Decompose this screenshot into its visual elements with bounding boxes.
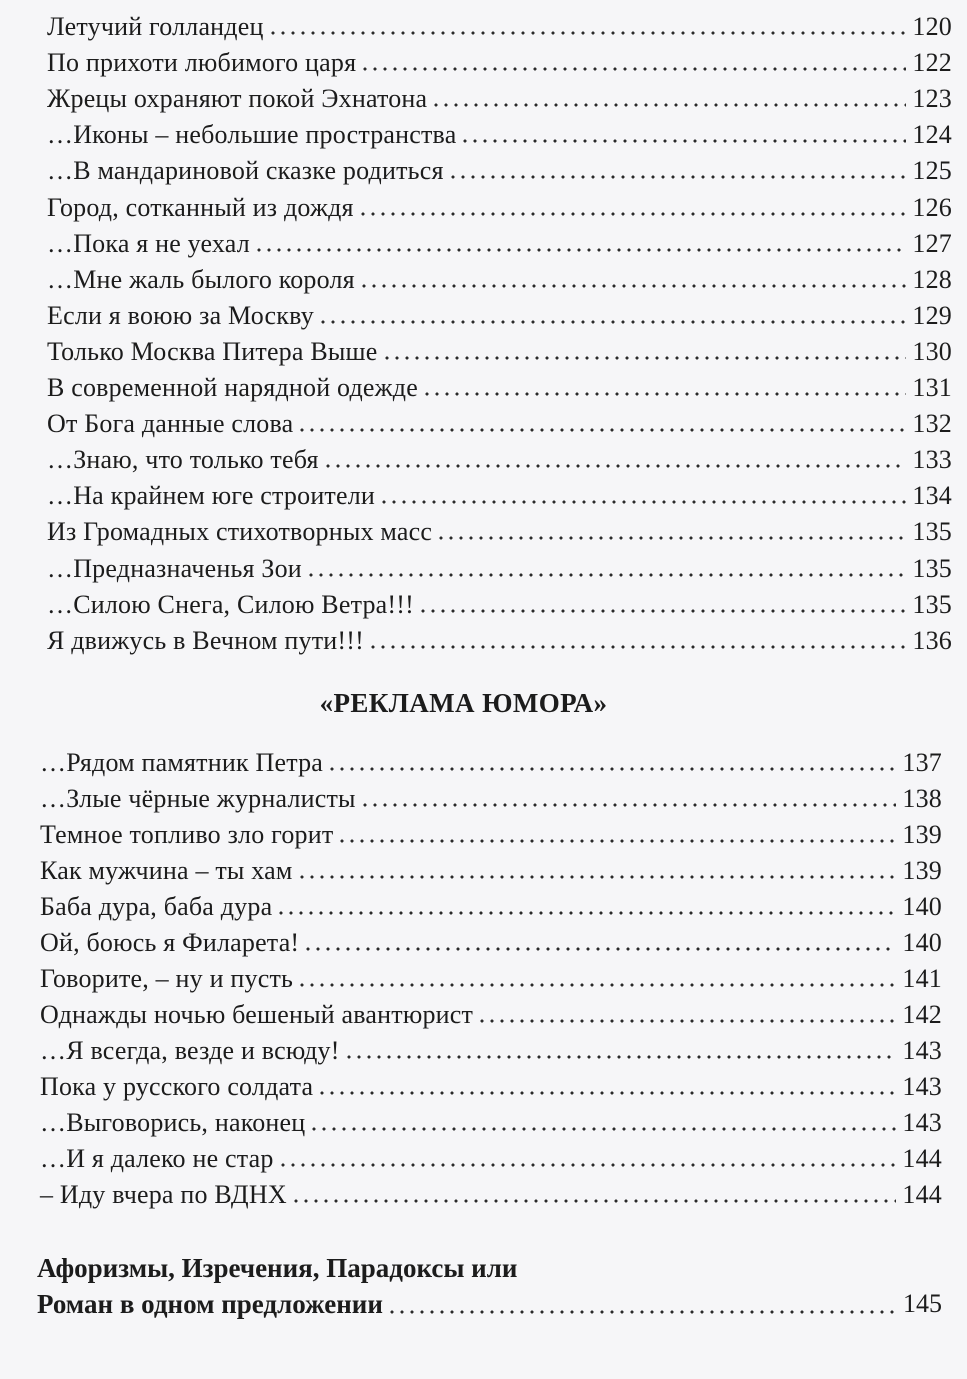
toc-entry: [47, 439, 952, 475]
toc-entry: [47, 187, 952, 223]
toc-entry: [47, 403, 952, 439]
dot-leader: [418, 609, 906, 613]
toc-entry: [40, 742, 942, 778]
dot-leader: [297, 983, 896, 987]
toc-entry: [40, 922, 942, 958]
toc-entry-title: …Я всегда, везде и всюду!: [40, 1036, 340, 1065]
toc-entry-page: 143: [902, 1036, 942, 1065]
dot-leader: [309, 1127, 896, 1131]
toc-entry: [40, 1174, 942, 1210]
toc-entry-page: 135: [912, 589, 952, 619]
toc-entry-title: От Бога данные слова: [47, 409, 294, 439]
toc-entry-page: 130: [912, 336, 952, 366]
dot-leader: [360, 67, 906, 71]
dot-leader: [291, 1199, 897, 1203]
toc-entry-title: Летучий голландец: [47, 12, 264, 41]
toc-entry-title: Из Громадных стихотворных масс: [47, 517, 433, 547]
toc-entry-title: Я движусь в Вечном пути!!!: [47, 625, 364, 655]
toc-entry-page: 131: [912, 373, 952, 402]
toc-entry-page: 123: [912, 84, 952, 114]
dot-leader: [317, 1091, 896, 1095]
toc-entry-page: 129: [912, 300, 952, 330]
toc-entry-title: …Злые чёрные журналисты: [40, 784, 356, 813]
toc-entry-page: 139: [902, 820, 942, 849]
toc-entry-title: Жрецы охраняют покой Эхнатона: [47, 84, 428, 114]
toc-entry-title: Как мужчина – ты хам: [40, 856, 293, 885]
toc-entry-page: 124: [912, 120, 952, 150]
toc-entry-title-line2-row: [37, 1286, 942, 1322]
toc-entry-title: …Предназначенья Зои: [47, 553, 302, 583]
toc-entry: [47, 511, 952, 547]
toc-entry-page: 144: [902, 1144, 942, 1173]
toc-entry: [47, 367, 952, 403]
toc-entry: [47, 331, 952, 367]
toc-entry-page: 128: [912, 264, 952, 294]
toc-entry-page: 126: [912, 192, 952, 222]
dot-leader: [368, 645, 906, 649]
toc-entry: [47, 42, 952, 78]
toc-entry-title: …Знаю, что только тебя: [47, 445, 319, 475]
toc-entry-page: 141: [902, 964, 942, 993]
toc-entry: [40, 1030, 942, 1066]
toc-entry-title-line1: Афоризмы, Изречения, Парадоксы или: [37, 1253, 518, 1283]
toc-entry: [40, 886, 942, 922]
toc-entry: [40, 850, 942, 886]
toc-entry-title: По прихоти любимого царя: [47, 48, 357, 78]
toc-entry-title: …Иконы – небольшие пространства: [47, 120, 457, 150]
dot-leader: [359, 284, 907, 288]
dot-leader: [297, 428, 906, 432]
toc-entry-page: 140: [902, 892, 942, 921]
toc-entry: [47, 114, 952, 150]
toc-entry: [40, 814, 942, 850]
toc-entry: [40, 1138, 942, 1174]
toc-entry: [40, 1102, 942, 1138]
dot-leader: [448, 175, 907, 179]
toc-entry-title: …В мандариновой сказке родиться: [47, 156, 444, 186]
toc-entry: [40, 1066, 942, 1102]
toc-entry-title: – Иду вчера по ВДНХ: [40, 1180, 287, 1209]
dot-leader: [422, 392, 906, 396]
toc-entry-title: Однажды ночью бешеный авантюрист: [40, 1000, 474, 1029]
dot-leader: [337, 839, 896, 843]
section-heading-text: «РЕКЛАМА ЮМОРА»: [319, 688, 608, 718]
dot-leader: [276, 911, 896, 915]
toc-entry-title: Ой, боюсь я Филарета!: [40, 928, 300, 957]
toc-entry-title: …Пока я не уехал: [47, 228, 250, 258]
toc-entry-title: Темное топливо зло горит: [40, 820, 334, 849]
toc-entry-title-line2: Роман в одном предложении: [37, 1289, 383, 1319]
toc-entry-title: …Мне жаль былого короля: [47, 264, 355, 294]
dot-leader: [323, 464, 907, 468]
dot-leader: [360, 803, 897, 807]
dot-leader: [327, 767, 896, 771]
toc-entry-title: Пока у русского солдата: [40, 1072, 314, 1101]
toc-entry: [47, 78, 952, 114]
toc-entry-page: 125: [912, 156, 952, 186]
dot-leader: [379, 500, 906, 504]
toc-entry-page: 135: [912, 517, 952, 547]
toc-entry: [40, 778, 942, 814]
toc-entry-title: …Выговорись, наконец: [40, 1108, 306, 1137]
dot-leader: [382, 356, 907, 360]
toc-entry-page: 137: [902, 748, 942, 777]
toc-entry-title: …Рядом памятник Петра: [40, 748, 324, 777]
dot-leader: [297, 875, 897, 879]
toc-entry: [40, 994, 942, 1030]
toc-entry-page: 120: [912, 12, 952, 41]
toc-entry-title: Только Москва Питера Выше: [47, 336, 378, 366]
toc-entry-page: 122: [912, 48, 952, 78]
toc-entry-page: 144: [902, 1180, 942, 1209]
dot-leader: [303, 947, 896, 951]
toc-entry-page: 132: [912, 409, 952, 439]
toc-entry: [47, 475, 952, 511]
dot-leader: [387, 1310, 897, 1314]
toc-entry: [47, 6, 952, 42]
dot-leader: [254, 248, 906, 252]
dot-leader: [358, 212, 907, 216]
toc-entry-page: 142: [902, 1000, 942, 1029]
toc-entry-page: 143: [902, 1108, 942, 1137]
toc-entry: [47, 259, 952, 295]
toc-entry-title: В современной нарядной одежде: [47, 373, 418, 402]
toc-entry-page: 138: [902, 784, 942, 813]
dot-leader: [477, 1019, 896, 1023]
toc-entry: [47, 150, 952, 186]
toc-entry: [40, 958, 942, 994]
dot-leader: [268, 31, 907, 35]
toc-entry-page: 143: [902, 1072, 942, 1101]
toc-entry-page: 139: [902, 856, 942, 885]
toc-entry: [47, 223, 952, 259]
toc-entry: [47, 620, 952, 656]
toc-entry-page: 145: [903, 1289, 942, 1318]
toc-entry-page: 127: [912, 228, 952, 258]
toc-entry-page: 134: [912, 481, 952, 511]
dot-leader: [318, 320, 906, 324]
dot-leader: [431, 103, 906, 107]
dot-leader: [344, 1055, 897, 1059]
toc-entry: [47, 548, 952, 584]
toc-entry: [47, 295, 952, 331]
dot-leader: [306, 573, 906, 577]
toc-entry-page: 136: [912, 625, 952, 655]
dot-leader: [460, 139, 906, 143]
toc-entry-title: Если я воюю за Москву: [47, 300, 314, 330]
toc-entry-title: …И я далеко не стар: [40, 1144, 274, 1173]
toc-entry-title: …На крайнем юге строители: [47, 481, 376, 511]
toc-entry-title: Город, сотканный из дождя: [47, 192, 354, 222]
toc-entry-title: Баба дура, баба дура: [40, 892, 273, 921]
toc-entry-page: 133: [912, 445, 952, 475]
section-heading: [0, 688, 967, 719]
toc-entry-title: …Силою Снега, Силою Ветра!!!: [47, 589, 414, 619]
dot-leader: [278, 1163, 897, 1167]
toc-entry-title: Говорите, – ну и пусть: [40, 964, 294, 993]
toc-entry: [47, 584, 952, 620]
toc-entry-page: 135: [912, 553, 952, 583]
toc-entry-page: 140: [902, 928, 942, 957]
dot-leader: [436, 536, 906, 540]
